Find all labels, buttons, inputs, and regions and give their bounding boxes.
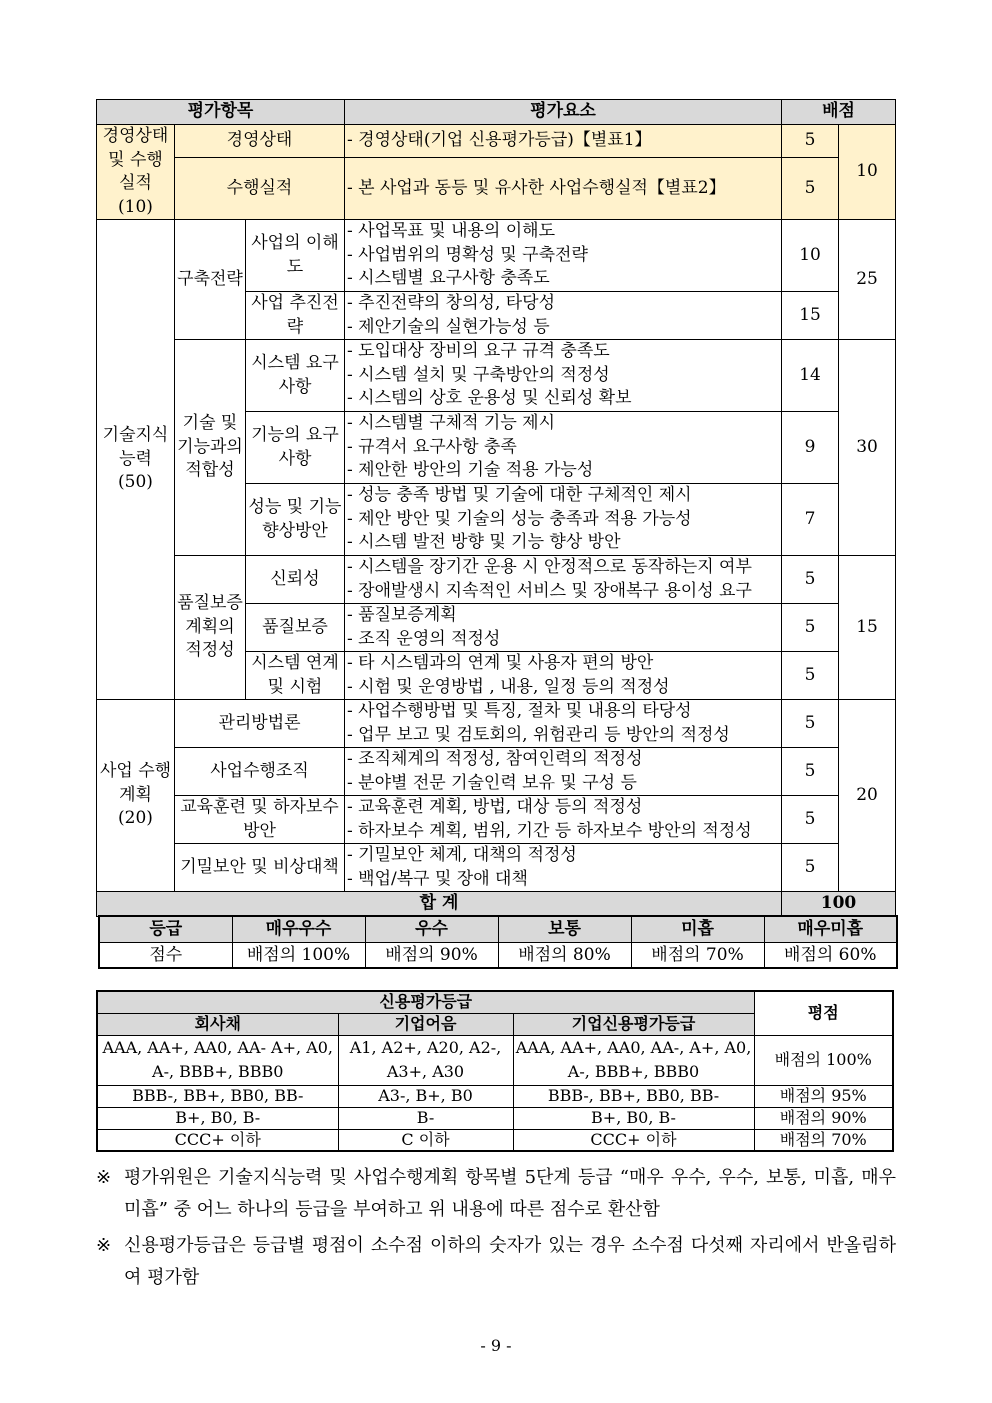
total-score: 100	[782, 892, 896, 917]
element-list	[345, 412, 782, 484]
score-cell: 5	[782, 652, 839, 700]
score-cell: 14	[782, 340, 839, 412]
header-eval-element: 평가요소	[345, 100, 782, 125]
cp-grade: A1, A2+, A20, A2-, A3+, A30	[338, 1035, 513, 1085]
item-label: 사업수행조직	[175, 748, 345, 796]
element-line: - 시스템의 상호 운용성 및 신뢰성 확보	[347, 388, 632, 409]
table-row	[97, 220, 896, 292]
item-label: 교육훈련 및 하자보수방안	[175, 796, 345, 844]
element-line: - 타 시스템과의 연계 및 사용자 편의 방안	[347, 653, 654, 673]
element-line: - 시스템별 구체적 기능 제시	[347, 413, 556, 434]
score-cell: 9	[782, 412, 839, 484]
category-plan: 사업 수행계획 (20)	[97, 700, 175, 892]
total-label: 합 계	[97, 892, 782, 917]
element-line: - 교육훈련 계획, 방법, 대상 등의 적정성	[347, 797, 643, 817]
table-row	[97, 1085, 893, 1107]
element-line: - 시스템 설치 및 구축방안의 적정성	[347, 364, 610, 385]
group-total: 30	[839, 340, 896, 556]
element-line: - 제안기술의 실현가능성 등	[347, 316, 550, 337]
credit-score: 배점의 95%	[754, 1085, 893, 1107]
sub-item: 기능의 요구사항	[246, 412, 345, 484]
element-line: - 장애발생시 지속적인 서비스 및 장애복구 용이성 요구	[347, 580, 752, 601]
element-line: - 시스템 발전 방향 및 기능 향상 방안	[347, 532, 621, 553]
sub-item: 사업의 이해도	[246, 220, 345, 292]
score-cell: 10	[782, 220, 839, 292]
note-mark: ※	[96, 1167, 112, 1188]
item-label: 기밀보안 및 비상대책	[175, 844, 345, 892]
element-line: - 하자보수 계획, 범위, 기간 등 하자보수 방안의 적정성	[347, 820, 752, 841]
credit-score: 배점의 70%	[754, 1129, 893, 1151]
element-text: - 경영상태(기업 신용평가등급)【별표1】	[345, 125, 782, 158]
score-cell: 5	[782, 844, 839, 892]
element-line: - 조직 운영의 적정성	[347, 628, 501, 649]
sub-item: 시스템 연계 및 시험	[246, 652, 345, 700]
credit-title: 신용평가등급	[97, 991, 754, 1013]
credit-rating-table	[96, 990, 894, 1152]
group-name: 구축전략	[175, 220, 246, 340]
grade-name: 보통	[498, 916, 631, 942]
note-mark: ※	[96, 1235, 112, 1256]
element-line: - 업무 보고 및 검토회의, 위험관리 등 방안의 적정성	[347, 724, 730, 745]
table-row	[97, 1107, 893, 1129]
grade-table	[98, 915, 898, 969]
item-label: 관리방법론	[175, 700, 345, 748]
element-line: - 시스템별 요구사항 충족도	[347, 268, 550, 289]
corp-credit-grade: B+, B0, B-	[513, 1107, 754, 1129]
sub-item: 신뢰성	[246, 556, 345, 604]
bond-grade: CCC+ 이하	[97, 1129, 338, 1151]
credit-score: 배점의 90%	[754, 1107, 893, 1129]
element-list	[345, 844, 782, 892]
header-eval-item: 평가항목	[97, 100, 345, 125]
group-name: 품질보증 계획의 적정성	[175, 556, 246, 700]
score-cell: 5	[782, 796, 839, 844]
element-list	[345, 556, 782, 604]
sub-item: 성능 및 기능향상방안	[246, 484, 345, 556]
bond-grade: AAA, AA+, AA0, AA- A+, A0, A-, BBB+, BBB0	[97, 1035, 338, 1085]
category-tech: 기술지식 능력 (50)	[97, 220, 175, 700]
score-cell: 15	[782, 292, 839, 340]
group-total: 15	[839, 556, 896, 700]
note	[96, 1230, 896, 1294]
evaluation-table	[96, 99, 896, 917]
element-line: - 분야별 전문 기술인력 보유 및 구성 등	[347, 772, 637, 793]
corp-credit-grade: AAA, AA+, AA0, AA-, A+, A0, A-, BBB+, BBB0	[513, 1035, 754, 1085]
table-row	[97, 1035, 893, 1085]
grade-score: 배점의 80%	[498, 942, 631, 968]
total-row	[97, 892, 896, 917]
element-list	[345, 604, 782, 652]
grade-score: 배점의 70%	[631, 942, 764, 968]
grade-name: 우수	[365, 916, 498, 942]
element-line: - 백업/복구 및 장애 대책	[347, 868, 528, 889]
item-label: 경영상태	[175, 125, 345, 158]
sub-item: 사업 추진전략	[246, 292, 345, 340]
table-row	[97, 125, 896, 158]
group-name: 기술 및 기능과의 적합성	[175, 340, 246, 556]
element-line: - 조직체계의 적정성, 참여인력의 적정성	[347, 749, 643, 769]
grade-score: 배점의 60%	[764, 942, 897, 968]
element-line: - 사업범위의 명확성 및 구축전략	[347, 244, 588, 265]
element-line: - 시스템을 장기간 운용 시 안정적으로 동작하는지 여부	[347, 557, 752, 577]
column-header: 기업어음	[338, 1013, 513, 1035]
element-line: - 규격서 요구사항 충족	[347, 436, 517, 457]
category-business-status: 경영상태 및 수행 실적 (10)	[97, 125, 175, 220]
element-line: - 사업목표 및 내용의 이해도	[347, 221, 556, 242]
table-row	[97, 748, 896, 796]
element-list	[345, 700, 782, 748]
group-total: 25	[839, 220, 896, 340]
column-header: 회사채	[97, 1013, 338, 1035]
bond-grade: B+, B0, B-	[97, 1107, 338, 1129]
element-list	[345, 796, 782, 844]
credit-score-header: 평점	[754, 991, 893, 1035]
bond-grade: BBB-, BB+, BB0, BB-	[97, 1085, 338, 1107]
score-cell: 5	[782, 125, 839, 158]
cp-grade: A3-, B+, B0	[338, 1085, 513, 1107]
score-header: 점수	[99, 942, 232, 968]
group-total: 10	[839, 125, 896, 220]
credit-score: 배점의 100%	[754, 1035, 893, 1085]
grade-name: 미흡	[631, 916, 764, 942]
element-line: - 품질보증계획	[347, 605, 457, 625]
sub-item: 시스템 요구사항	[246, 340, 345, 412]
corp-credit-grade: BBB-, BB+, BB0, BB-	[513, 1085, 754, 1107]
element-text: - 본 사업과 동등 및 유사한 사업수행실적【별표2】	[345, 157, 782, 219]
score-cell: 5	[782, 556, 839, 604]
cp-grade: C 이하	[338, 1129, 513, 1151]
element-line: - 기밀보안 체계, 대책의 적정성	[347, 845, 577, 865]
item-label: 수행실적	[175, 157, 345, 219]
element-line: - 추진전략의 창의성, 타당성	[347, 293, 556, 313]
score-cell: 5	[782, 604, 839, 652]
element-list	[345, 340, 782, 412]
element-list	[345, 748, 782, 796]
sub-item: 품질보증	[246, 604, 345, 652]
grade-name: 매우미흡	[764, 916, 897, 942]
score-cell: 7	[782, 484, 839, 556]
element-line: - 제안 방안 및 기술의 성능 충족과 적용 가능성	[347, 508, 692, 529]
element-list	[345, 220, 782, 292]
table-row	[97, 157, 896, 219]
note-text: 신용평가등급은 등급별 평점이 소수점 이하의 숫자가 있는 경우 소수점 다섯째 자리에서 반올림하여 평가함	[124, 1235, 896, 1288]
column-header: 기업신용평가등급	[513, 1013, 754, 1035]
table-row	[97, 1129, 893, 1151]
table-row	[97, 700, 896, 748]
score-cell: 5	[782, 700, 839, 748]
element-list	[345, 484, 782, 556]
grade-score: 배점의 100%	[232, 942, 365, 968]
page-number: - 9 -	[480, 1336, 512, 1355]
note	[96, 1162, 896, 1226]
element-line: - 성능 충족 방법 및 기술에 대한 구체적인 제시	[347, 485, 692, 506]
element-list	[345, 292, 782, 340]
table-row	[97, 796, 896, 844]
grade-name: 매우우수	[232, 916, 365, 942]
table-row	[97, 340, 896, 412]
element-line: - 사업수행방법 및 특징, 절차 및 내용의 타당성	[347, 701, 692, 721]
note-text: 평가위원은 기술지식능력 및 사업수행계획 항목별 5단계 등급 “매우 우수, 우수, 보통, 미흡, 매우 미흡” 중 어느 하나의 등급을 부여하고 위 내용에 따른 점수로 환산함	[124, 1167, 896, 1220]
score-cell: 5	[782, 748, 839, 796]
group-total: 20	[839, 700, 896, 892]
element-line: - 시험 및 운영방법 , 내용, 일정 등의 적정성	[347, 676, 670, 697]
cp-grade: B-	[338, 1107, 513, 1129]
table-row	[97, 844, 896, 892]
grade-header: 등급	[99, 916, 232, 942]
score-cell: 5	[782, 157, 839, 219]
element-line: - 제안한 방안의 기술 적용 가능성	[347, 460, 594, 481]
grade-score: 배점의 90%	[365, 942, 498, 968]
element-list	[345, 652, 782, 700]
table-row	[97, 556, 896, 604]
corp-credit-grade: CCC+ 이하	[513, 1129, 754, 1151]
header-score: 배점	[782, 100, 896, 125]
element-line: - 도입대상 장비의 요구 규격 충족도	[347, 341, 610, 362]
